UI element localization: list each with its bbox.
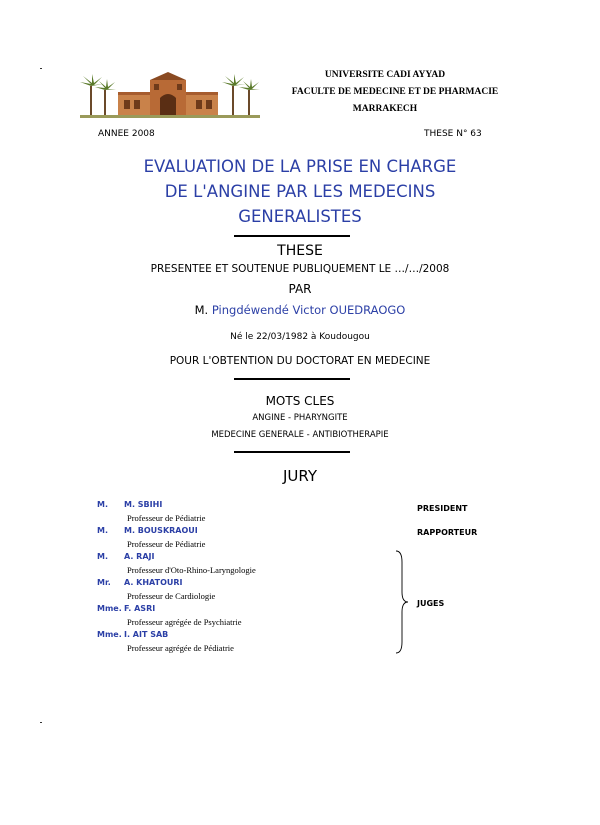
thesis-title-line-3: GENERALISTES: [238, 207, 362, 226]
jury-member-title: M.: [97, 500, 108, 509]
rapporteur-label: RAPPORTEUR: [417, 528, 478, 537]
jury-member-title: Mme.: [97, 604, 122, 613]
divider-3: [234, 451, 350, 453]
faculty-name: FACULTE DE MEDECINE ET DE PHARMACIE: [291, 87, 499, 97]
keywords-line-2: MEDECINE GENERALE - ANTIBIOTHERAPIE: [211, 430, 389, 440]
thesis-heading: THESE: [277, 243, 323, 259]
keywords-heading: MOTS CLES: [265, 394, 335, 408]
jury-member-name: A. KHATOURI: [124, 578, 183, 587]
faculty-logo: [80, 72, 260, 118]
author-name: Pingdéwendé Victor OUEDRAOGO: [211, 303, 406, 317]
jury-member-role: Professeur agrégée de Pédiatrie: [127, 643, 234, 653]
jury-heading: JURY: [282, 467, 318, 485]
jury-member-title: Mr.: [97, 578, 111, 587]
par-label: PAR: [288, 282, 312, 296]
juges-label: JUGES: [417, 599, 445, 608]
author-prefix: M.: [194, 303, 209, 317]
jury-member-role: Professeur de Pédiatrie: [127, 513, 206, 523]
jury-member-title: M.: [97, 552, 108, 561]
jury-member-role: Professeur agrégée de Psychiatrie: [127, 617, 242, 627]
jury-member-name: M. SBIHI: [124, 500, 163, 509]
jury-member-role: Professeur de Cardiologie: [127, 591, 216, 601]
keywords-line-1: ANGINE - PHARYNGITE: [252, 413, 348, 423]
thesis-number: THESE N° 63: [424, 129, 482, 139]
jury-member-name: M. BOUSKRAOUI: [124, 526, 198, 535]
jury-member-role: Professeur de Pédiatrie: [127, 539, 206, 549]
thesis-title-line-1: EVALUATION DE LA PRISE EN CHARGE: [143, 157, 457, 176]
author-line: [0, 303, 600, 317]
president-label: PRESIDENT: [417, 504, 468, 513]
jury-member-title: M.: [97, 526, 108, 535]
city-name: MARRAKECH: [352, 104, 418, 114]
jury-member-name: A. RAJI: [124, 552, 155, 561]
academic-year: ANNEE 2008: [98, 129, 155, 139]
jury-member-name: I. AIT SAB: [124, 630, 169, 639]
thesis-title-line-2: DE L'ANGINE PAR LES MEDECINS: [164, 182, 436, 201]
judges-brace: [394, 550, 410, 654]
scan-mark-bottom: [40, 722, 42, 723]
university-name: UNIVERSITE CADI AYYAD: [324, 70, 446, 80]
jury-member-name: F. ASRI: [124, 604, 156, 613]
jury-member-role: Professeur d'Oto-Rhino-Laryngologie: [127, 565, 256, 575]
divider-1: [234, 235, 350, 237]
divider-2: [234, 378, 350, 380]
jury-member-title: Mme.: [97, 630, 122, 639]
birth-info: Né le 22/03/1982 à Koudougou: [230, 332, 370, 342]
degree-purpose: POUR L'OBTENTION DU DOCTORAT EN MEDECINE: [169, 355, 431, 367]
scan-mark-top: [40, 68, 42, 69]
presentation-line: PRESENTEE ET SOUTENUE PUBLIQUEMENT LE …/…/2008: [150, 263, 450, 275]
